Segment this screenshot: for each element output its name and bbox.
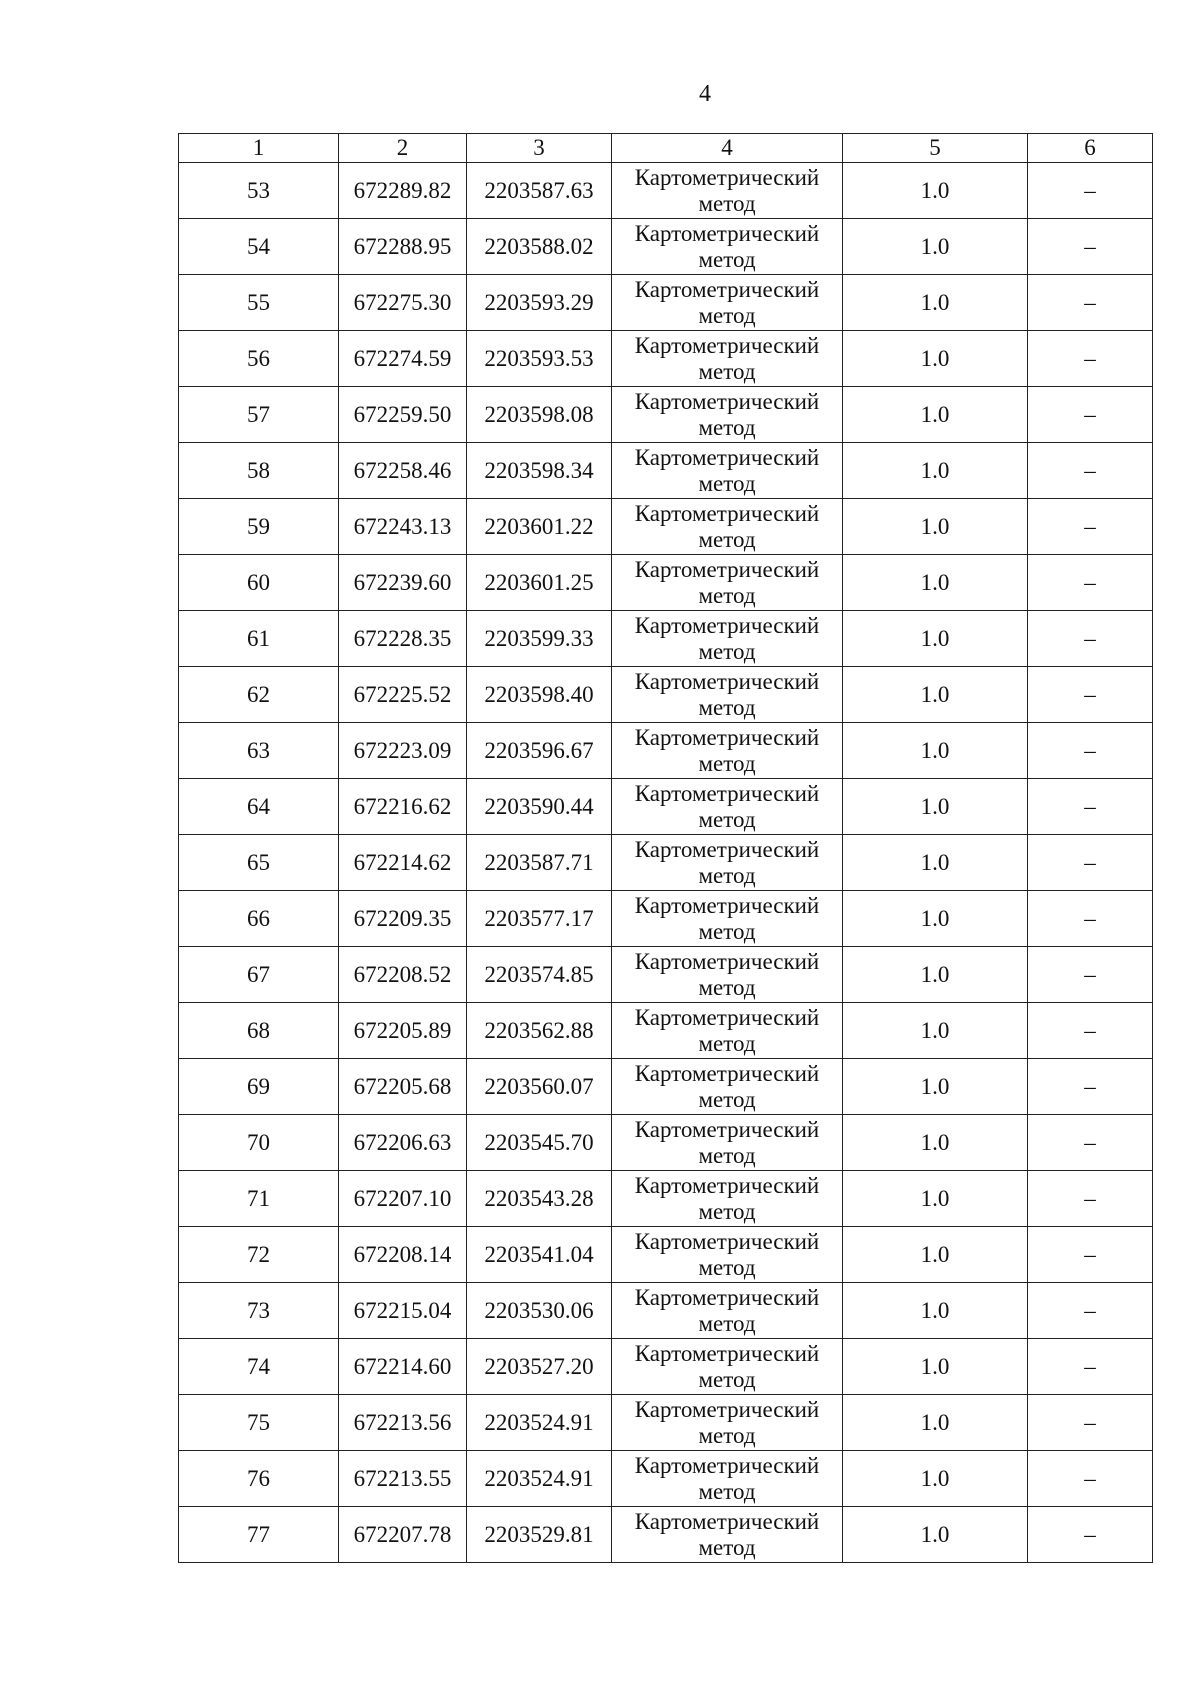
method-cell — [612, 667, 843, 723]
method-cell — [612, 1227, 843, 1283]
accuracy-cell: 1.0 — [843, 1339, 1028, 1395]
point-number-cell: 60 — [179, 555, 339, 611]
method-cell — [612, 1451, 843, 1507]
x-coordinate-cell: 672239.60 — [339, 555, 467, 611]
method-cell — [612, 1339, 843, 1395]
method-cell — [612, 891, 843, 947]
table-row — [179, 1507, 1153, 1563]
y-coordinate-cell: 2203588.02 — [467, 219, 612, 275]
note-cell: – — [1028, 1227, 1153, 1283]
table-row — [179, 779, 1153, 835]
header-cell-5: 5 — [843, 134, 1028, 163]
table-header — [179, 134, 1153, 163]
method-cell — [612, 443, 843, 499]
method-cell — [612, 1003, 843, 1059]
method-line-1: Картометрический — [634, 1396, 820, 1422]
coordinates-table — [178, 133, 1153, 1563]
y-coordinate-cell: 2203529.81 — [467, 1507, 612, 1563]
method-line-1: Картометрический — [634, 1116, 820, 1142]
note-cell: – — [1028, 499, 1153, 555]
x-coordinate-cell: 672228.35 — [339, 611, 467, 667]
method-cell — [612, 331, 843, 387]
table-row — [179, 163, 1153, 219]
accuracy-cell: 1.0 — [843, 1283, 1028, 1339]
method-cell — [612, 1171, 843, 1227]
y-coordinate-cell: 2203601.22 — [467, 499, 612, 555]
y-coordinate-cell: 2203601.25 — [467, 555, 612, 611]
accuracy-cell: 1.0 — [843, 1507, 1028, 1563]
method-line-2: метод — [698, 1086, 756, 1112]
note-cell: – — [1028, 555, 1153, 611]
method-line-1: Картометрический — [634, 388, 820, 414]
method-line-1: Картометрический — [634, 1228, 820, 1254]
table-row — [179, 331, 1153, 387]
method-line-2: метод — [698, 750, 756, 776]
y-coordinate-cell: 2203530.06 — [467, 1283, 612, 1339]
method-line-2: метод — [698, 862, 756, 888]
y-coordinate-cell: 2203599.33 — [467, 611, 612, 667]
note-cell: – — [1028, 331, 1153, 387]
method-line-2: метод — [698, 1142, 756, 1168]
y-coordinate-cell: 2203545.70 — [467, 1115, 612, 1171]
method-cell — [612, 163, 843, 219]
table-row — [179, 835, 1153, 891]
note-cell: – — [1028, 163, 1153, 219]
page-number: 4 — [699, 81, 711, 107]
x-coordinate-cell: 672213.56 — [339, 1395, 467, 1451]
note-cell: – — [1028, 443, 1153, 499]
table-row — [179, 1227, 1153, 1283]
y-coordinate-cell: 2203596.67 — [467, 723, 612, 779]
accuracy-cell: 1.0 — [843, 947, 1028, 1003]
note-cell: – — [1028, 667, 1153, 723]
x-coordinate-cell: 672223.09 — [339, 723, 467, 779]
x-coordinate-cell: 672259.50 — [339, 387, 467, 443]
point-number-cell: 59 — [179, 499, 339, 555]
method-line-1: Картометрический — [634, 164, 820, 190]
accuracy-cell: 1.0 — [843, 1171, 1028, 1227]
note-cell: – — [1028, 723, 1153, 779]
table-row — [179, 947, 1153, 1003]
header-cell-2: 2 — [339, 134, 467, 163]
method-line-2: метод — [698, 638, 756, 664]
header-cell-4: 4 — [612, 134, 843, 163]
table-row — [179, 219, 1153, 275]
method-line-1: Картометрический — [634, 1004, 820, 1030]
method-cell — [612, 1283, 843, 1339]
method-line-1: Картометрический — [634, 724, 820, 750]
note-cell: – — [1028, 1283, 1153, 1339]
method-line-1: Картометрический — [634, 1172, 820, 1198]
table-row — [179, 1283, 1153, 1339]
point-number-cell: 54 — [179, 219, 339, 275]
point-number-cell: 53 — [179, 163, 339, 219]
method-line-2: метод — [698, 974, 756, 1000]
point-number-cell: 68 — [179, 1003, 339, 1059]
method-cell — [612, 555, 843, 611]
header-cell-1: 1 — [179, 134, 339, 163]
table-row — [179, 555, 1153, 611]
note-cell: – — [1028, 1395, 1153, 1451]
method-line-2: метод — [698, 414, 756, 440]
method-line-1: Картометрический — [634, 1452, 820, 1478]
accuracy-cell: 1.0 — [843, 1227, 1028, 1283]
accuracy-cell: 1.0 — [843, 219, 1028, 275]
y-coordinate-cell: 2203587.63 — [467, 163, 612, 219]
accuracy-cell: 1.0 — [843, 387, 1028, 443]
y-coordinate-cell: 2203524.91 — [467, 1395, 612, 1451]
table-body — [179, 163, 1153, 1563]
x-coordinate-cell: 672206.63 — [339, 1115, 467, 1171]
accuracy-cell: 1.0 — [843, 779, 1028, 835]
point-number-cell: 64 — [179, 779, 339, 835]
method-line-2: метод — [698, 1534, 756, 1560]
table-row — [179, 499, 1153, 555]
table-row — [179, 387, 1153, 443]
point-number-cell: 57 — [179, 387, 339, 443]
table-row — [179, 1003, 1153, 1059]
y-coordinate-cell: 2203527.20 — [467, 1339, 612, 1395]
method-line-1: Картометрический — [634, 668, 820, 694]
x-coordinate-cell: 672213.55 — [339, 1451, 467, 1507]
table-row — [179, 891, 1153, 947]
accuracy-cell: 1.0 — [843, 275, 1028, 331]
x-coordinate-cell: 672275.30 — [339, 275, 467, 331]
accuracy-cell: 1.0 — [843, 331, 1028, 387]
table-row — [179, 275, 1153, 331]
method-line-1: Картометрический — [634, 1340, 820, 1366]
method-line-1: Картометрический — [634, 948, 820, 974]
method-line-2: метод — [698, 1422, 756, 1448]
y-coordinate-cell: 2203587.71 — [467, 835, 612, 891]
method-cell — [612, 723, 843, 779]
point-number-cell: 65 — [179, 835, 339, 891]
note-cell: – — [1028, 1003, 1153, 1059]
accuracy-cell: 1.0 — [843, 499, 1028, 555]
point-number-cell: 72 — [179, 1227, 339, 1283]
table-row — [179, 1451, 1153, 1507]
method-line-2: метод — [698, 694, 756, 720]
method-line-2: метод — [698, 526, 756, 552]
x-coordinate-cell: 672274.59 — [339, 331, 467, 387]
point-number-cell: 76 — [179, 1451, 339, 1507]
accuracy-cell: 1.0 — [843, 1059, 1028, 1115]
point-number-cell: 62 — [179, 667, 339, 723]
y-coordinate-cell: 2203598.40 — [467, 667, 612, 723]
y-coordinate-cell: 2203598.34 — [467, 443, 612, 499]
method-line-2: метод — [698, 190, 756, 216]
method-cell — [612, 611, 843, 667]
table-row — [179, 1339, 1153, 1395]
method-line-1: Картометрический — [634, 220, 820, 246]
method-line-2: метод — [698, 246, 756, 272]
accuracy-cell: 1.0 — [843, 555, 1028, 611]
method-cell — [612, 1507, 843, 1563]
point-number-cell: 77 — [179, 1507, 339, 1563]
table-row — [179, 667, 1153, 723]
method-line-1: Картометрический — [634, 1284, 820, 1310]
accuracy-cell: 1.0 — [843, 1395, 1028, 1451]
accuracy-cell: 1.0 — [843, 1451, 1028, 1507]
method-line-1: Картометрический — [634, 612, 820, 638]
note-cell: – — [1028, 1507, 1153, 1563]
method-line-1: Картометрический — [634, 276, 820, 302]
table-row — [179, 723, 1153, 779]
point-number-cell: 63 — [179, 723, 339, 779]
x-coordinate-cell: 672243.13 — [339, 499, 467, 555]
method-line-2: метод — [698, 1030, 756, 1056]
method-line-2: метод — [698, 1198, 756, 1224]
accuracy-cell: 1.0 — [843, 835, 1028, 891]
accuracy-cell: 1.0 — [843, 667, 1028, 723]
method-cell — [612, 1059, 843, 1115]
method-cell — [612, 387, 843, 443]
point-number-cell: 70 — [179, 1115, 339, 1171]
x-coordinate-cell: 672225.52 — [339, 667, 467, 723]
method-line-1: Картометрический — [634, 332, 820, 358]
x-coordinate-cell: 672214.62 — [339, 835, 467, 891]
accuracy-cell: 1.0 — [843, 723, 1028, 779]
note-cell: – — [1028, 219, 1153, 275]
note-cell: – — [1028, 835, 1153, 891]
point-number-cell: 67 — [179, 947, 339, 1003]
point-number-cell: 74 — [179, 1339, 339, 1395]
header-row — [179, 134, 1153, 163]
accuracy-cell: 1.0 — [843, 1003, 1028, 1059]
x-coordinate-cell: 672205.68 — [339, 1059, 467, 1115]
note-cell: – — [1028, 387, 1153, 443]
y-coordinate-cell: 2203543.28 — [467, 1171, 612, 1227]
method-line-2: метод — [698, 806, 756, 832]
method-line-2: метод — [698, 1254, 756, 1280]
method-line-2: метод — [698, 302, 756, 328]
note-cell: – — [1028, 275, 1153, 331]
point-number-cell: 71 — [179, 1171, 339, 1227]
method-line-1: Картометрический — [634, 892, 820, 918]
method-cell — [612, 275, 843, 331]
accuracy-cell: 1.0 — [843, 163, 1028, 219]
method-line-2: метод — [698, 918, 756, 944]
method-cell — [612, 779, 843, 835]
note-cell: – — [1028, 1115, 1153, 1171]
point-number-cell: 56 — [179, 331, 339, 387]
x-coordinate-cell: 672215.04 — [339, 1283, 467, 1339]
point-number-cell: 55 — [179, 275, 339, 331]
note-cell: – — [1028, 779, 1153, 835]
table-row — [179, 611, 1153, 667]
method-cell — [612, 1395, 843, 1451]
point-number-cell: 61 — [179, 611, 339, 667]
y-coordinate-cell: 2203524.91 — [467, 1451, 612, 1507]
x-coordinate-cell: 672288.95 — [339, 219, 467, 275]
method-line-1: Картометрический — [634, 556, 820, 582]
method-line-2: метод — [698, 470, 756, 496]
x-coordinate-cell: 672209.35 — [339, 891, 467, 947]
note-cell: – — [1028, 947, 1153, 1003]
y-coordinate-cell: 2203593.53 — [467, 331, 612, 387]
y-coordinate-cell: 2203560.07 — [467, 1059, 612, 1115]
method-line-2: метод — [698, 1478, 756, 1504]
y-coordinate-cell: 2203541.04 — [467, 1227, 612, 1283]
y-coordinate-cell: 2203598.08 — [467, 387, 612, 443]
method-line-1: Картометрический — [634, 1508, 820, 1534]
x-coordinate-cell: 672207.78 — [339, 1507, 467, 1563]
table-row — [179, 1395, 1153, 1451]
method-line-2: метод — [698, 582, 756, 608]
x-coordinate-cell: 672205.89 — [339, 1003, 467, 1059]
note-cell: – — [1028, 891, 1153, 947]
y-coordinate-cell: 2203590.44 — [467, 779, 612, 835]
x-coordinate-cell: 672289.82 — [339, 163, 467, 219]
y-coordinate-cell: 2203577.17 — [467, 891, 612, 947]
method-cell — [612, 947, 843, 1003]
y-coordinate-cell: 2203574.85 — [467, 947, 612, 1003]
method-line-1: Картометрический — [634, 780, 820, 806]
point-number-cell: 73 — [179, 1283, 339, 1339]
x-coordinate-cell: 672214.60 — [339, 1339, 467, 1395]
table-row — [179, 443, 1153, 499]
accuracy-cell: 1.0 — [843, 443, 1028, 499]
point-number-cell: 66 — [179, 891, 339, 947]
point-number-cell: 75 — [179, 1395, 339, 1451]
note-cell: – — [1028, 1451, 1153, 1507]
method-line-1: Картометрический — [634, 1060, 820, 1086]
method-cell — [612, 499, 843, 555]
note-cell: – — [1028, 611, 1153, 667]
note-cell: – — [1028, 1171, 1153, 1227]
method-cell — [612, 1115, 843, 1171]
method-cell — [612, 835, 843, 891]
point-number-cell: 69 — [179, 1059, 339, 1115]
table-row — [179, 1059, 1153, 1115]
method-line-1: Картометрический — [634, 836, 820, 862]
method-line-2: метод — [698, 358, 756, 384]
method-line-1: Картометрический — [634, 500, 820, 526]
accuracy-cell: 1.0 — [843, 1115, 1028, 1171]
accuracy-cell: 1.0 — [843, 891, 1028, 947]
header-cell-3: 3 — [467, 134, 612, 163]
x-coordinate-cell: 672258.46 — [339, 443, 467, 499]
table-row — [179, 1115, 1153, 1171]
method-line-1: Картометрический — [634, 444, 820, 470]
x-coordinate-cell: 672207.10 — [339, 1171, 467, 1227]
x-coordinate-cell: 672208.14 — [339, 1227, 467, 1283]
x-coordinate-cell: 672208.52 — [339, 947, 467, 1003]
x-coordinate-cell: 672216.62 — [339, 779, 467, 835]
accuracy-cell: 1.0 — [843, 611, 1028, 667]
y-coordinate-cell: 2203593.29 — [467, 275, 612, 331]
note-cell: – — [1028, 1339, 1153, 1395]
header-cell-6: 6 — [1028, 134, 1153, 163]
method-line-2: метод — [698, 1310, 756, 1336]
point-number-cell: 58 — [179, 443, 339, 499]
y-coordinate-cell: 2203562.88 — [467, 1003, 612, 1059]
method-cell — [612, 219, 843, 275]
method-line-2: метод — [698, 1366, 756, 1392]
table-row — [179, 1171, 1153, 1227]
note-cell: – — [1028, 1059, 1153, 1115]
